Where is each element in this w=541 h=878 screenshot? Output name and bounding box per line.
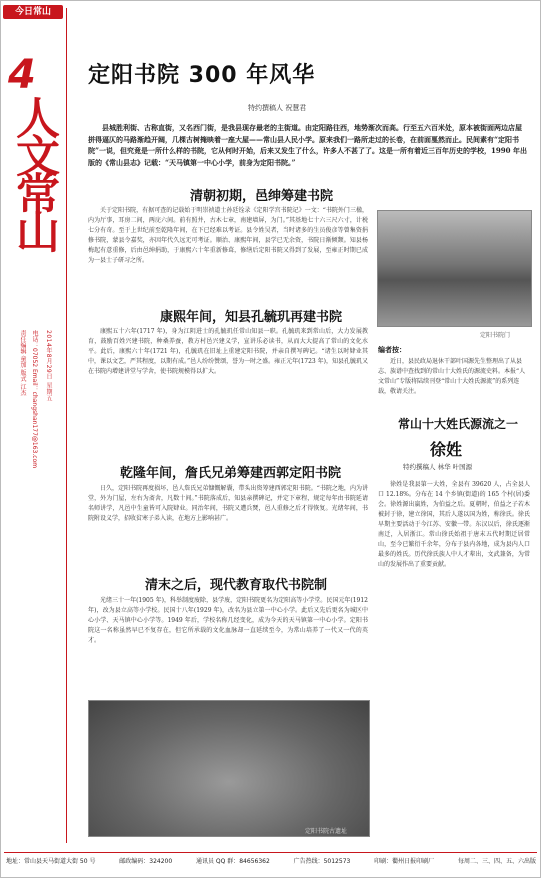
- article-headline: 定阳书院 300 年风华: [88, 63, 316, 88]
- page-number: 4: [8, 52, 36, 98]
- article-byline: 特约撰稿人 祝慧君: [248, 104, 307, 112]
- masthead-logo: 今日常山: [3, 5, 63, 19]
- footer-ad: 广告热线：5012573: [293, 858, 351, 865]
- footer: [6, 856, 536, 865]
- academy-ruins-photo: [88, 700, 370, 837]
- editor-note: [378, 345, 528, 397]
- section-body-2: 康熙五十六年(1717 年)，身为江阴进士的孔毓玑任常山知县一职。孔毓玑来到常山后，大力发展教育，鼓励百姓兴建书院，种桑养蚕，教方村邑兴建义学，宣讲乐必读书，从而大大提高了常山的文化水平。此后，康熙六十年(1721 年)，孔毓玑在旧址上重建定阳书院，并亲自撰写碑记。“诸生以时肄业其中，课以文艺，严其程度，以期有成。”邑人纷纷赞颂，誉为一时之盛。雍正元年(1723 年)，知县孔毓玑又在书院内增建讲堂与学舍，使书院规模得以扩大。: [88, 328, 368, 375]
- section-body-1: 关于定阳书院，有据可查的记载始于明崇祯道士孙廷铨录《定阳学宫书院记》一文：“书院外门三楹，内为厅事，耳房二间，两庑六间。前有照井，古木七章，南建墙屏，为门。”其基地七十六三尺六寸，计税七分有奇。至于上世纪前至乾隆年间，在下已经难以考证。县令姓吴者，当时诸多的生员俊彦等曾集资捐修书院，蒙县令嘉奖，亦因年代久远无可考证。顺治、康熙年间，县学已无余资，书院日渐倾颓。知县杨梅起有意重修，后由邑绅捐助，于康熙六十年重新修葺，修缮后定阳书院又得到了发展，至雍正时期已成为一县士子研习之所。: [88, 207, 368, 264]
- academy-gate-photo: [377, 210, 532, 327]
- side-article-subtitle: 常山十大姓氏源流之一: [398, 417, 519, 431]
- footer-newsroom: 通讯员 QQ 群：84656362: [195, 858, 270, 865]
- footer-schedule: 每周二、三、四、五、六出版: [457, 858, 536, 865]
- contact-info: 电话：07052 Email：changshan177@163.com: [31, 330, 38, 469]
- side-article-byline: 特约撰稿人 林华 叶国源: [403, 463, 473, 471]
- editor-note-title: 编者按：: [378, 346, 406, 354]
- section-body-4: 光绪三十一年(1905 年)，科举制度废除，县学废，定阳书院更名为定阳高等小学堂。民国元年(1912年)，改为县立高等小学校。民国十八年(1929 年)，改名为县立第一中心小学。此后又先后更名为城区中心小学、天马镇中心小学等。1949 年后，学校名称几经变化，成为今天的天马镇第一中心小学。定阳书院这一名称虽然早已不复存在，但它所承载的文化血脉却一直延续至今，为常山培养了一代又一代的英才。: [88, 597, 368, 644]
- dateline: 2014年8月29日 星期五: [45, 330, 52, 402]
- section-heading-1: 清朝初期，邑绅筹建书院: [190, 189, 334, 204]
- section-heading-3: 乾隆年间，詹氏兄弟筹建西郭定阳书院: [120, 466, 342, 481]
- section-body-3: 日久，定阳书院再度损坏，邑人詹氏兄弟慷慨解囊，带头出资筹建西郭定阳书院。“书院之地，内为讲堂，外为门屋，左右为斋舍，凡数十间。”书院落成后，知县亲撰碑记，并定下章程，规定每年由书院延请名师讲学，凡邑中生童皆可入院肄业。同治年间，书院又遭兵燹，邑人重修之后才得恢复。光绪年间，书院附设义学，招收贫寒子弟入读，在地方上影响甚广。: [88, 485, 368, 522]
- article-lead: 县城胜利街、古称直街，又名西门街，是我县现存最老的主街道。由定阳路往西，地势渐次而高。行至五六百米处，原本被街面两边店屋拼得逼仄的马路渐趋开阔，几棵古树掩映着一座大屋——常山县人民小学。原来我们一路所走过的长卷，在前面戛然而止。民间素有“定阳书院”一说，但究竟是一所什么样的书院，它从何时开始，后来又发生了什么，许多人不甚了了。这是一所有着近三百年历史的学校，1990 年出版的《常山县志》记载：“天马镇第一中心小学，前身为定阳书院。”: [88, 123, 527, 167]
- section-title: 人文常山: [8, 95, 59, 247]
- section-heading-2: 康熙年间，知县孔毓玑再建书院: [160, 310, 343, 325]
- photo-caption-bottom: 定阳书院古遗址: [305, 828, 348, 835]
- photo-caption-top: 定阳书院门: [480, 332, 511, 339]
- footer-divider: [4, 852, 537, 853]
- section-heading-4: 清末之后，现代教育取代书院制: [145, 578, 328, 593]
- footer-print: 印刷：衢州日报印刷厂: [374, 858, 435, 865]
- side-article-title: 徐姓: [430, 440, 463, 459]
- footer-postcode: 邮政编码：324200: [119, 858, 173, 865]
- editor-credits: 责任编辑 童加 版式 江杰: [19, 330, 26, 396]
- editor-note-text: 近日，县民政局退休干部叶国源先生整理出了从县志、族谱中查找到的常山十大姓氏的源流史料。本报“人文常山”专版将陆续刊登“常山十大姓氏源流”的系列连载，敬请关注。: [378, 358, 526, 395]
- divider-line: [66, 8, 67, 843]
- side-article-body: 徐姓是我县第一大姓，全县有 39620 人，占全县人口 12.18%。分布在 14 个乡镇(街道)的 165 个村(居)委会。徐姓源出嬴姓，为伯益之后。夏朝时，伯益之子若木被封于徐，建立徐国，其后人遂以国为姓，称徐氏。徐氏早期主要活动于今江苏、安徽一带。东汉以后，徐氏逐渐南迁，入居浙江。常山徐氏始祖于唐末五代时期迁居常山，至今已繁衍千余年，分布于县内各地，成为县内人口最多的姓氏。历代徐氏族人中人才辈出，文武兼备，为常山的发展作出了重要贡献。: [378, 481, 530, 568]
- footer-address: 地址：常山县天马街道大街 50 号: [6, 858, 96, 865]
